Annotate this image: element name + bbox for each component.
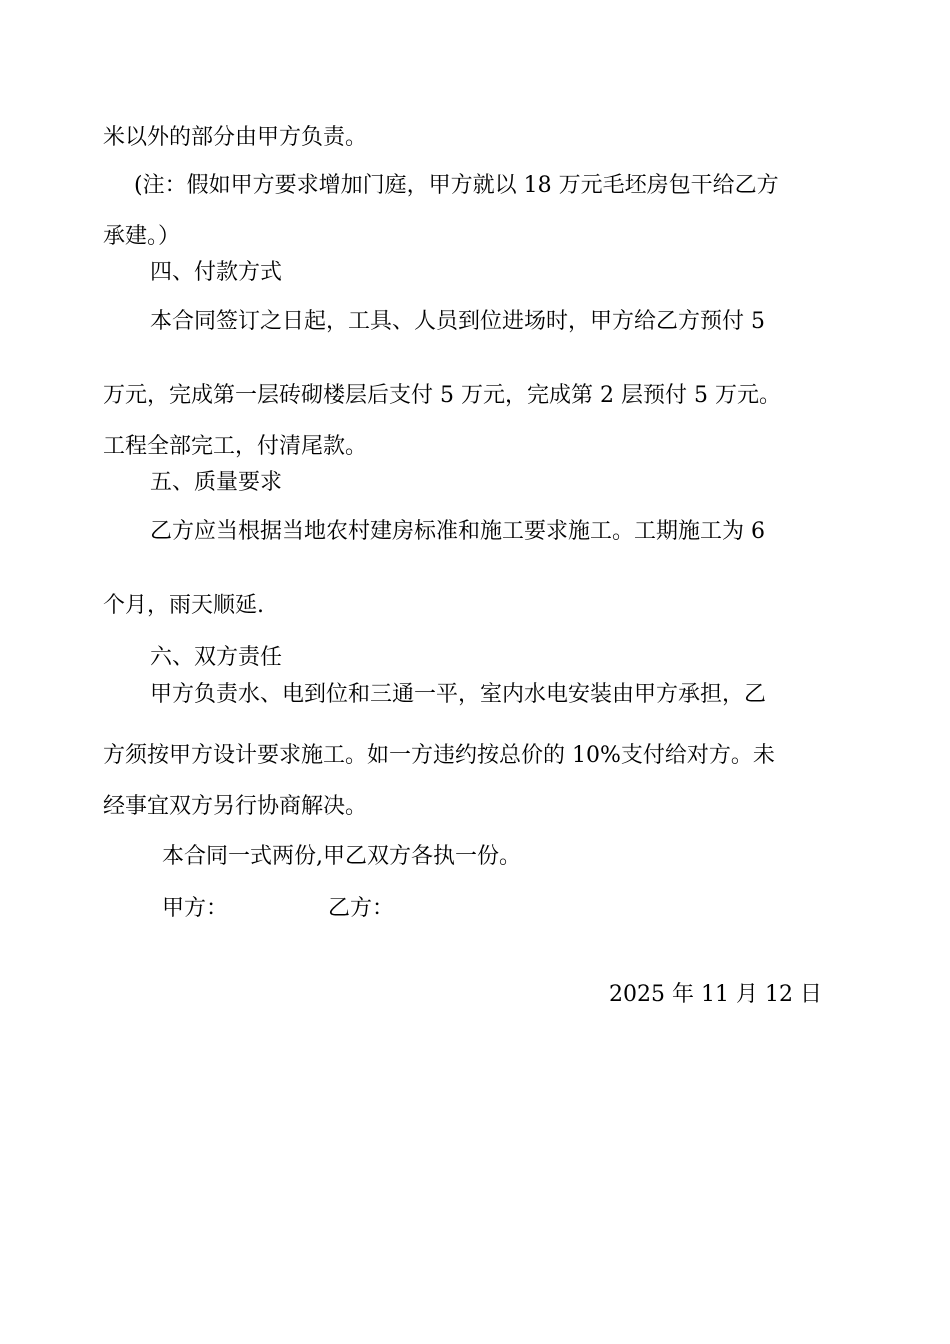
- paragraph-line: 经事宜双方另行协商解决。: [103, 794, 368, 819]
- section-heading: 四、付款方式: [150, 260, 283, 285]
- paragraph-line: 本合同一式两份,甲乙双方各执一份。: [162, 844, 521, 869]
- party-b-signature-label: 乙方：: [328, 896, 395, 921]
- paragraph-line: 乙方应当根据当地农村建房标准和施工要求施工。工期施工为 6: [150, 519, 765, 544]
- paragraph-line: 本合同签订之日起，工具、人员到位进场时，甲方给乙方预付 5: [150, 309, 765, 334]
- paragraph-line: 个月，雨天顺延.: [103, 593, 264, 618]
- paragraph-line: 万元，完成第一层砖砌楼层后支付 5 万元，完成第 2 层预付 5 万元。: [103, 383, 781, 408]
- party-a-signature-label: 甲方：: [162, 896, 229, 921]
- paragraph-line: 工程全部完工，付清尾款。: [103, 434, 368, 459]
- paragraph-line: 承建。）: [103, 224, 181, 249]
- paragraph-line: 方须按甲方设计要求施工。如一方违约按总价的 10%支付给对方。未: [103, 743, 775, 768]
- paragraph-line: 甲方负责水、电到位和三通一平，室内水电安装由甲方承担，乙: [150, 682, 767, 707]
- section-heading: 六、双方责任: [150, 645, 283, 670]
- paragraph-line: (注：假如甲方要求增加门庭，甲方就以 18 万元毛坯房包干给乙方: [134, 173, 779, 198]
- section-heading: 五、质量要求: [150, 470, 283, 495]
- paragraph-line: 米以外的部分由甲方负责。: [103, 125, 368, 150]
- contract-date: 2025 年 11 月 12 日: [609, 982, 822, 1007]
